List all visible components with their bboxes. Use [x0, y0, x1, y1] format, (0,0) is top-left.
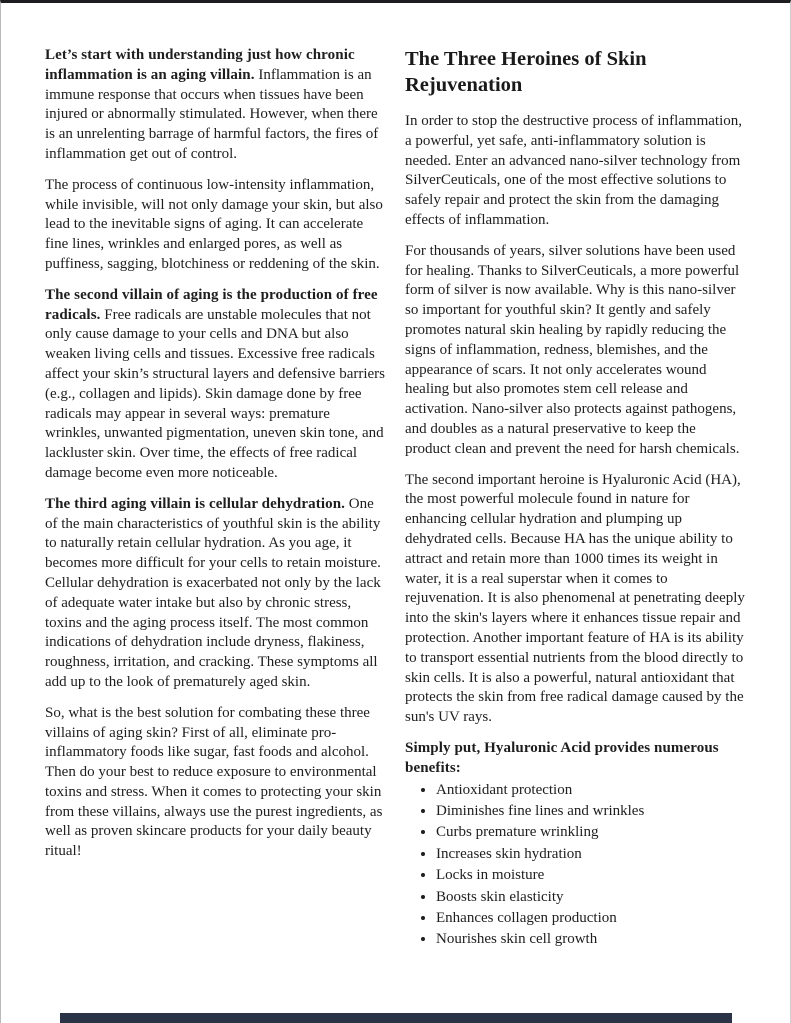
paragraph-lead: The second villain of aging is the production of free radicals.: [45, 286, 378, 323]
paragraph-lead: Let’s start with understanding just how chronic inflammation is an aging villain.: [45, 47, 355, 83]
benefits-heading: [405, 739, 745, 779]
body-paragraph: [45, 46, 385, 165]
paragraph-body: For thousands of years, silver solutions have been used for healing. Thanks to SilverCeuticals, a more powerful form of silver is now available. Why is this nano-silver so important for youthful skin? It gently and safely promotes natural skin healing by rapidly reducing the signs of inflammation, redness, blemishes, and the appearance of scars. It not only accelerates wound healing but also promotes stem cell release and activation. Nano-silver also protects against pathogens, and doubles as a natural preservative to keep the product clean and prevent the need for harsh chemicals.: [405, 242, 740, 457]
benefit-item: • Boosts skin elasticity: [436, 887, 745, 907]
section-heading: The Three Heroines of Skin Rejuvenation: [405, 48, 647, 96]
body-paragraph: [45, 704, 385, 862]
benefit-item: • Diminishes fine lines and wrinkles: [436, 801, 745, 821]
body-paragraph: [45, 286, 385, 484]
paragraph-body: So, what is the best solution for combating these three villains of aging skin? First of all, eliminate pro-inflammatory foods like sugar, fast foods and alcohol. Then do your best to reduce exposure to environmental toxins and stress. When it comes to protecting your skin from these villains, always use the purest ingredients, as well as proven skincare products for your daily beauty ritual!: [45, 704, 383, 860]
paragraph-body: Inflammation is an immune response that occurs when tissues have been injured or abnormally stimulated. However, when there is an unrelenting barrage of harmful factors, the fires of inflammation get out of control.: [45, 66, 379, 162]
paragraph-lead: The third aging villain is cellular dehydration.: [45, 495, 345, 512]
paragraph-body: In order to stop the destructive process of inflammation, a powerful, yet safe, anti-inflammatory solution is needed. Enter an advanced nano-silver technology from SilverCeuticals, one of the most effective solutions to safely repair and protect the skin from the damaging effects of inflammation.: [405, 113, 742, 228]
body-paragraph: [45, 176, 385, 275]
two-column-layout: [45, 46, 745, 951]
body-paragraph: [405, 112, 745, 231]
footer-accent-bar: [60, 1013, 732, 1023]
paragraph-body: One of the main characteristics of youthful skin is the ability to naturally retain cellular hydration. As you age, it becomes more difficult for your cells to retain moisture. Cellular dehydration is exacerbated not only by the lack of adequate water intake but also by chronic stress, toxins and the aging process itself. The most common indications of dehydration include dryness, flakiness, roughness, irritation, and cracking. These symptoms all add up to the look of prematurely aged skin.: [45, 495, 381, 690]
body-paragraph: [45, 495, 385, 693]
right-column: [405, 46, 745, 951]
paragraph-body: The process of continuous low-intensity inflammation, while invisible, will not only damage your skin, but also lead to the inevitable signs of aging. It can accelerate fine lines, wrinkles and enlarged pores, as well as puffiness, sagging, blotchiness or reddening of the skin.: [45, 176, 383, 272]
benefits-list: [405, 780, 745, 950]
benefit-item: • Locks in moisture: [436, 865, 745, 885]
left-column: [45, 46, 385, 951]
benefits-heading-text: Simply put, Hyaluronic Acid provides numerous benefits:: [405, 739, 719, 776]
benefit-item: • Nourishes skin cell growth: [436, 929, 745, 949]
paragraph-body: The second important heroine is Hyaluronic Acid (HA), the most powerful molecule found in nature for enhancing cellular hydration and plumping up dehydrated cells. Because HA has the unique ability to attract and retain more than 1000 times its weight in water, it is a real superstar when it comes to rejuvenation. It is also phenomenal at penetrating deeply into the skin's layers where it enhances tissue repair and protection. Another important feature of HA is its ability to transport essential nutrients from the blood directly to skin cells. It is also a powerful, natural antioxidant that protects the skin from free radical damage caused by the sun's UV rays.: [405, 471, 745, 726]
body-paragraph: [405, 242, 745, 460]
benefit-item: • Enhances collagen production: [436, 908, 745, 928]
paragraph-body: Free radicals are unstable molecules that not only cause damage to your cells and DNA but also weaken living cells and tissues. Excessive free radicals affect your skin’s structural layers and defensive barriers (e.g., collagen and lipids). Skin damage done by free radicals may appear in several ways: premature wrinkles, unwanted pigmentation, uneven skin tone, and lackluster skin. Over time, the effects of free radical damage become even more noticeable.: [45, 306, 386, 481]
body-paragraph: [405, 471, 745, 728]
benefit-item: • Increases skin hydration: [436, 844, 745, 864]
benefit-item: • Curbs premature wrinkling: [436, 822, 745, 842]
benefit-item: • Antioxidant protection: [436, 780, 745, 800]
